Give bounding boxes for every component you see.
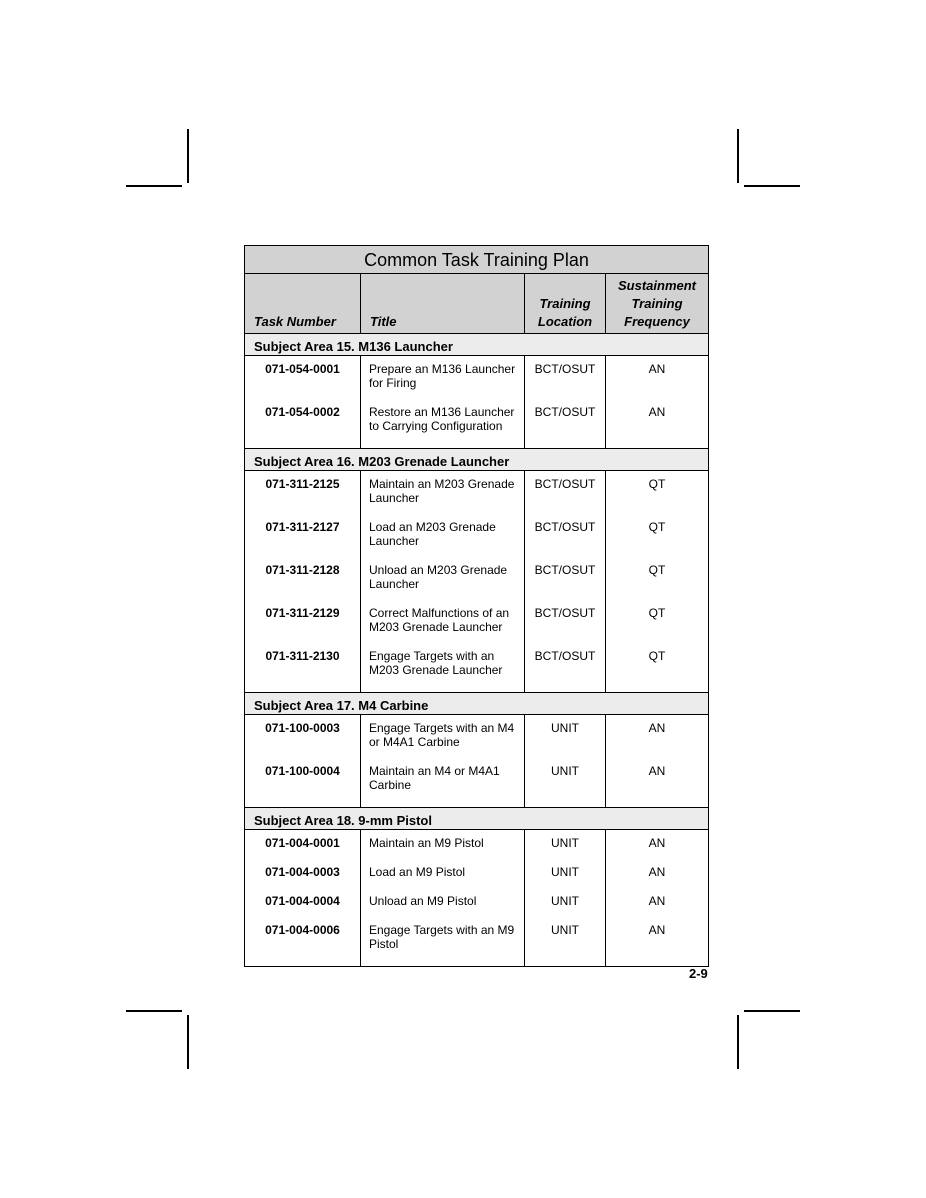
crop-mark-top-left-vertical [187,129,189,183]
training-location-cell: UNIT [551,764,579,778]
task-title-cell: Engage Targets with an M4 or M4A1 Carbine [369,721,515,749]
sustainment-frequency-cell: AN [648,362,666,376]
task-title-cell: Correct Malfunctions of an M203 Grenade Launcher [369,606,510,634]
subject-area-heading: Subject Area 15. M136 Launcher [245,334,708,356]
sustainment-frequency-cell: QT [648,563,666,577]
task-column-title [361,715,525,807]
training-location-cell: BCT/OSUT [534,563,596,577]
header-sustainment-frequency: Sustainment Training Frequency [617,278,696,329]
table-body [245,334,708,966]
task-number-cell: 071-004-0004 [265,894,340,908]
subject-area-heading: Subject Area 18. 9-mm Pistol [245,808,708,830]
header-training-location: Training Location [525,274,606,333]
task-title-cell: Unload an M203 Grenade Launcher [369,563,508,591]
training-plan-table [244,245,709,967]
task-number-cell: 071-311-2127 [265,520,340,534]
task-number-cell: 071-054-0001 [265,362,340,376]
crop-mark-top-left-horizontal [126,185,182,187]
task-title-cell: Maintain an M203 Grenade Launcher [369,477,515,505]
training-location-cell: BCT/OSUT [534,649,596,663]
task-title-cell: Restore an M136 Launcher to Carrying Configuration [369,405,515,433]
task-title-cell: Maintain an M4 or M4A1 Carbine [369,764,500,792]
task-column-location [525,830,606,966]
crop-mark-bottom-left-horizontal [126,1010,182,1012]
training-location-cell: BCT/OSUT [534,606,596,620]
subject-area-tasks [245,715,708,808]
task-column-frequency [606,471,708,692]
task-column-title [361,830,525,966]
task-column-number [245,830,361,966]
task-column-frequency [606,356,708,448]
sustainment-frequency-cell: QT [648,477,666,491]
task-column-frequency [606,715,708,807]
sustainment-frequency-cell: AN [648,405,666,419]
task-title-cell: Unload an M9 Pistol [369,894,477,908]
crop-mark-bottom-left-vertical [187,1015,189,1069]
task-number-cell: 071-311-2128 [265,563,340,577]
task-column-number [245,356,361,448]
training-location-cell: UNIT [551,721,579,735]
crop-mark-bottom-right-vertical [737,1015,739,1069]
task-title-cell: Engage Targets with an M9 Pistol [369,923,515,951]
subject-area-tasks [245,830,708,966]
sustainment-frequency-cell: AN [648,721,666,735]
training-location-cell: UNIT [551,836,579,850]
training-location-cell: UNIT [551,894,579,908]
crop-mark-bottom-right-horizontal [744,1010,800,1012]
sustainment-frequency-cell: AN [648,894,666,908]
task-title-cell: Maintain an M9 Pistol [369,836,484,850]
sustainment-frequency-cell: AN [648,836,666,850]
task-column-location [525,715,606,807]
crop-mark-top-right-vertical [737,129,739,183]
task-title-cell: Engage Targets with an M203 Grenade Launcher [369,649,503,677]
training-location-cell: BCT/OSUT [534,362,596,376]
sustainment-frequency-cell: QT [648,520,666,534]
subject-area-tasks [245,471,708,693]
task-number-cell: 071-311-2125 [265,477,340,491]
subject-area-heading: Subject Area 17. M4 Carbine [245,693,708,715]
table-title: Common Task Training Plan [245,246,708,274]
task-title-cell: Load an M9 Pistol [369,865,466,879]
task-column-number [245,715,361,807]
task-number-cell: 071-100-0004 [265,764,340,778]
task-title-cell: Load an M203 Grenade Launcher [369,520,496,548]
task-number-cell: 071-004-0006 [265,923,340,937]
sustainment-frequency-cell: QT [648,649,666,663]
page-number: 2-9 [689,966,708,981]
column-header-row [245,274,708,334]
sustainment-frequency-cell: AN [648,923,666,937]
training-location-cell: UNIT [551,865,579,879]
task-column-location [525,471,606,692]
training-location-cell: BCT/OSUT [534,477,596,491]
task-number-cell: 071-311-2129 [265,606,340,620]
crop-mark-top-right-horizontal [744,185,800,187]
task-column-title [361,471,525,692]
task-column-location [525,356,606,448]
header-task-number: Task Number [245,274,361,333]
header-title: Title [361,274,525,333]
task-column-title [361,356,525,448]
sustainment-frequency-cell: QT [648,606,666,620]
training-location-cell: BCT/OSUT [534,405,596,419]
training-location-cell: UNIT [551,923,579,937]
training-location-cell: BCT/OSUT [534,520,596,534]
task-number-cell: 071-100-0003 [265,721,340,735]
task-column-number [245,471,361,692]
task-number-cell: 071-054-0002 [265,405,340,419]
subject-area-tasks [245,356,708,449]
task-column-frequency [606,830,708,966]
subject-area-heading: Subject Area 16. M203 Grenade Launcher [245,449,708,471]
sustainment-frequency-cell: AN [648,865,666,879]
sustainment-frequency-cell: AN [648,764,666,778]
task-number-cell: 071-004-0001 [265,836,340,850]
task-title-cell: Prepare an M136 Launcher for Firing [369,362,516,390]
task-number-cell: 071-004-0003 [265,865,340,879]
task-number-cell: 071-311-2130 [265,649,340,663]
